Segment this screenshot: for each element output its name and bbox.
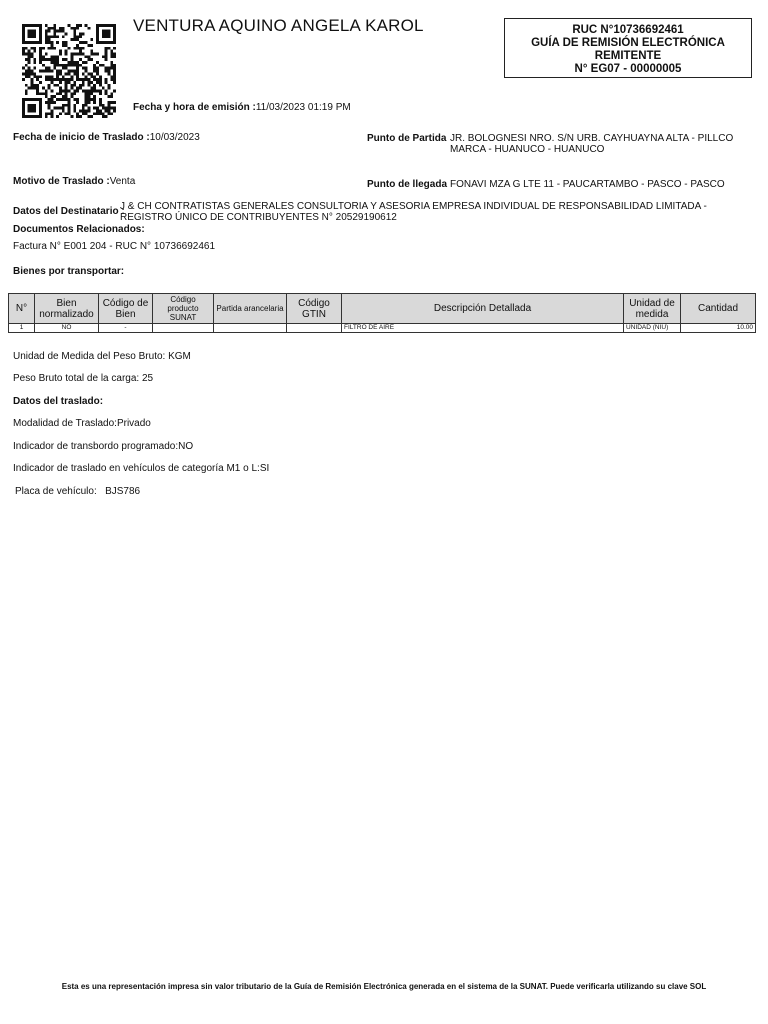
cell-n: 1 bbox=[9, 324, 35, 333]
cell-gtin bbox=[287, 324, 342, 333]
placa-row bbox=[15, 486, 140, 497]
cell-cantidad: 10.00 bbox=[681, 324, 756, 333]
emision-value: 11/03/2023 01:19 PM bbox=[255, 102, 351, 113]
cell-descripcion: FILTRO DE AIRE bbox=[342, 324, 624, 333]
col-cantidad: Cantidad bbox=[681, 294, 756, 324]
llegada-value: FONAVI MZA G LTE 11 - PAUCARTAMBO - PASCO - PASCO bbox=[450, 179, 725, 190]
cell-unidad: UNIDAD (NIU) bbox=[624, 324, 681, 333]
cell-bien-normalizado: NO bbox=[35, 324, 99, 333]
placa-value: BJS786 bbox=[105, 486, 141, 497]
col-codigo-bien: Código de Bien bbox=[99, 294, 153, 324]
inicio-value: 10/03/2023 bbox=[149, 132, 200, 143]
col-n: N° bbox=[9, 294, 35, 324]
placa-label: Placa de vehículo: bbox=[15, 486, 97, 497]
items-table bbox=[8, 293, 756, 333]
documentos-value: Factura N° E001 204 - RUC N° 10736692461 bbox=[13, 241, 216, 252]
motivo-value: Venta bbox=[109, 176, 136, 187]
bienes-label: Bienes por transportar: bbox=[13, 266, 125, 277]
table-row bbox=[9, 324, 756, 333]
partida-value: JR. BOLOGNESI NRO. S/N URB. CAYHUAYNA ALTA - PILLCO MARCA - HUANUCO - HUANUCO bbox=[450, 133, 734, 155]
issuer-name: VENTURA AQUINO ANGELA KAROL bbox=[133, 16, 424, 35]
qr-code bbox=[20, 24, 118, 118]
col-partida: Partida arancelaria bbox=[214, 294, 287, 324]
cell-codigo-sunat bbox=[153, 324, 214, 333]
col-codigo-sunat: Código producto SUNAT bbox=[153, 294, 214, 324]
document-id-box bbox=[504, 18, 752, 78]
modalidad: Modalidad de Traslado:Privado bbox=[13, 418, 151, 429]
col-unidad: Unidad de medida bbox=[624, 294, 681, 324]
doc-subtype: REMITENTE bbox=[594, 50, 662, 62]
unidad-peso: Unidad de Medida del Peso Bruto: KGM bbox=[13, 351, 191, 362]
partida-label: Punto de Partida bbox=[367, 133, 447, 144]
ruc-line: RUC N°10736692461 bbox=[572, 24, 684, 36]
table-header-row bbox=[9, 294, 756, 324]
col-descripcion: Descripción Detallada bbox=[342, 294, 624, 324]
documentos-label: Documentos Relacionados: bbox=[13, 224, 145, 235]
motivo-row bbox=[13, 176, 135, 187]
footer-disclaimer: Esta es una representación impresa sin valor tributario de la Guía de Remisión Electrónica generada en el sistema de la SUNAT. Puede verificarla utilizando su clave SOL bbox=[61, 982, 707, 991]
cell-codigo-bien: - bbox=[99, 324, 153, 333]
col-bien-normalizado: Bien normalizado bbox=[35, 294, 99, 324]
cell-partida bbox=[214, 324, 287, 333]
emision-row bbox=[133, 102, 351, 113]
llegada-label: Punto de llegada bbox=[367, 179, 448, 190]
destinatario-label: Datos del Destinatario : bbox=[13, 206, 125, 217]
inicio-label: Fecha de inicio de Traslado : bbox=[13, 132, 150, 143]
emision-label: Fecha y hora de emisión : bbox=[133, 102, 256, 113]
transbordo: Indicador de transbordo programado:NO bbox=[13, 441, 194, 452]
inicio-traslado-row bbox=[13, 132, 200, 143]
peso-total: Peso Bruto total de la carga: 25 bbox=[13, 373, 154, 384]
datos-traslado-label: Datos del traslado: bbox=[13, 396, 104, 407]
destinatario-value: J & CH CONTRATISTAS GENERALES CONSULTORIA Y ASESORIA EMPRESA INDIVIDUAL DE RESPONSABILIDAD LIMITADA - REGISTRO ÚNICO DE CONTRIBUYENTES N° 20529190612 bbox=[120, 201, 707, 223]
col-gtin: Código GTIN bbox=[287, 294, 342, 324]
doc-type: GUÍA DE REMISIÓN ELECTRÓNICA bbox=[531, 37, 725, 49]
motivo-label: Motivo de Traslado : bbox=[13, 176, 110, 187]
doc-number: N° EG07 - 00000005 bbox=[574, 63, 682, 75]
categoria: Indicador de traslado en vehículos de categoría M1 o L:SI bbox=[13, 463, 270, 474]
